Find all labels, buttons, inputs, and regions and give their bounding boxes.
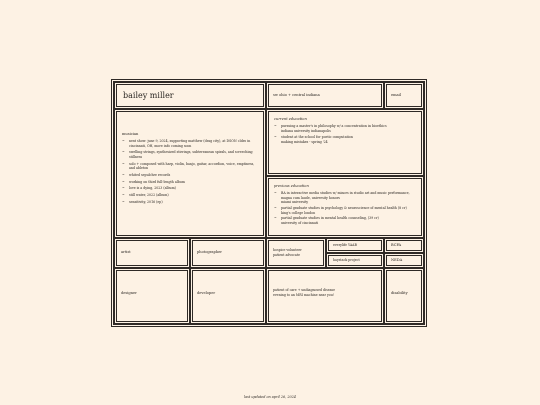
- current-education-list: [274, 124, 416, 145]
- previous-education-label: previous education: [274, 184, 309, 188]
- musician-list: [122, 139, 258, 204]
- neda-link[interactable]: NEDA: [391, 257, 403, 262]
- disability-cell[interactable]: [384, 268, 424, 324]
- resume-frame: [111, 79, 427, 327]
- list-item[interactable]: ~ still water, 2022 (album): [122, 193, 258, 198]
- list-item: ~ partial graduate studies in psychology & neuroscience of mental health (8 cr) king's college london: [274, 206, 416, 215]
- last-updated: last updated on april 26, 2024: [244, 395, 296, 399]
- haystack-link[interactable]: haystack project: [333, 258, 360, 263]
- list-item: ~ working on third full-length album: [122, 180, 258, 185]
- list-item[interactable]: ~ whited sepulchre records: [122, 173, 258, 178]
- list-item: ~ BA in interactive media studies w/ minors in studio art and music performance, magna cum laude, university honors miami university: [274, 191, 416, 205]
- photographer-cell[interactable]: [190, 238, 266, 268]
- list-item[interactable]: ~ sensitivity, 2016 (ep): [122, 200, 258, 205]
- neda-cell[interactable]: [384, 253, 424, 268]
- bcpa-link[interactable]: BCPA: [391, 242, 402, 247]
- list-item: ~ next show: june 9, 2024, supporting matthew (drag city), at DSON cIdro in cincinnati, OH, more info coming soon: [122, 139, 258, 148]
- patient-text: patient of care + undiagnosed disease evening to an MRI machine near you!: [273, 288, 336, 297]
- disability-link[interactable]: disability: [391, 291, 408, 295]
- previous-education-cell: [266, 176, 424, 238]
- current-education-label: current education: [274, 117, 307, 121]
- list-item[interactable]: ~ love is a dying, 2023 (album): [122, 186, 258, 191]
- location-cell: [266, 82, 384, 109]
- name-heading: bailey miller: [123, 91, 174, 100]
- list-item: ~ partial graduate studies in mental health counseling, (39 cr) university of cincinnati: [274, 216, 416, 225]
- previous-education-list: [274, 191, 416, 225]
- list-item: ~ swelling strings, synthesized stirrings, subterranean spirals, and screeching stillness: [122, 150, 258, 159]
- current-education-cell: [266, 109, 424, 176]
- artist-cell[interactable]: [114, 238, 190, 268]
- location-text: sw ohio + central indiana: [273, 92, 320, 97]
- everylife-link[interactable]: everylife YAAB: [333, 243, 357, 248]
- bcpa-cell[interactable]: [384, 238, 424, 253]
- developer-link[interactable]: developer: [197, 291, 216, 295]
- artist-link[interactable]: artist: [121, 250, 131, 255]
- hospice-text: hospice volunteer patient advocate: [273, 248, 302, 257]
- musician-cell: [114, 109, 266, 238]
- patient-cell: [266, 268, 384, 324]
- name-cell: [114, 82, 266, 109]
- hospice-cell: [266, 238, 326, 268]
- email-link[interactable]: email: [391, 92, 401, 97]
- haystack-cell[interactable]: [326, 253, 384, 268]
- list-item: ~ student at the school for poetic computation making mistakes - spring '24: [274, 135, 416, 144]
- email-cell[interactable]: [384, 82, 424, 109]
- list-item: ~ pursuing a master's in philosophy w/ a concentration in bioethics indiana university indianapolis: [274, 124, 416, 133]
- designer-cell[interactable]: [114, 268, 190, 324]
- developer-cell[interactable]: [190, 268, 266, 324]
- everylife-cell[interactable]: [326, 238, 384, 253]
- musician-label: musician: [122, 132, 139, 136]
- list-item: ~ solo + composed with harp, violin, banjo, guitar, accordion, voice, emptiness, and ableton: [122, 162, 258, 171]
- designer-link[interactable]: designer: [121, 291, 137, 295]
- photographer-link[interactable]: photographer: [197, 250, 223, 255]
